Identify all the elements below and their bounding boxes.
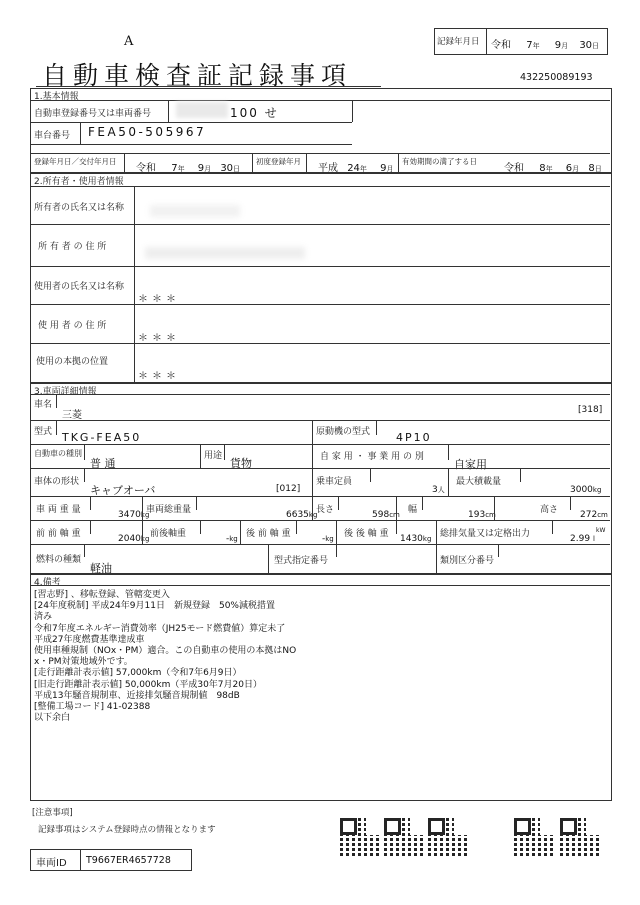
maker-value: 三菱 (62, 410, 82, 421)
vehicle-id-label: 車両ID (36, 858, 67, 869)
class-number-label: 類別区分番号 (440, 556, 495, 566)
remark-line: [24年度税制] 平成24年9月11日 新規登録 50%減税措置 (34, 601, 275, 612)
remark-line: 平成13年騒音規制車、近接排気騒音規制値 98dB (34, 690, 240, 701)
qr-code-icon (560, 818, 600, 858)
displacement-value: 2.99 l (570, 534, 595, 544)
redaction (176, 102, 228, 118)
section-3-heading: 3.車両詳細情報 (34, 387, 97, 397)
private-business-label: 自 家 用 ・ 事 業 用 の 別 (320, 452, 424, 462)
remark-line: [整備工場コード] 41-02388 (34, 701, 151, 712)
maker-label: 車名 (34, 400, 53, 410)
height-value: 272cm (580, 510, 608, 520)
fuel-type-label: 燃料の種類 (36, 555, 82, 565)
remark-line: 以下余白 (34, 713, 71, 724)
body-shape-value: キャブオーバ (90, 484, 156, 497)
redaction (145, 247, 305, 259)
use-value: 貨物 (230, 457, 252, 470)
rear-front-axle-value: -kg (322, 534, 334, 544)
owner-address-label: 所 有 者 の 住 所 (38, 242, 107, 252)
document-number: 432250089193 (520, 72, 593, 83)
page-title: 自動車検査証記録事項 (42, 61, 353, 90)
record-date-label: 記録年月日 (437, 37, 480, 47)
user-name-value: ＊＊＊ (138, 294, 180, 305)
maker-code: [318] (578, 405, 603, 415)
chassis-no-label: 車台番号 (34, 131, 71, 141)
notes-text: 記録事項はシステム登録時点の情報となります (38, 825, 216, 835)
user-name-label: 使用者の氏名又は名称 (34, 282, 125, 292)
displacement-label: 総排気量又は定格出力 (440, 529, 531, 539)
front-front-axle-value: 2040kg (118, 534, 150, 544)
kind-value: 普 通 (90, 457, 116, 470)
length-value: 598cm (372, 510, 400, 520)
fuel-type-value: 軽油 (90, 562, 112, 575)
remark-line: [走行距離計表示値] 57,000km（令和7年6月9日） (34, 668, 242, 679)
qr-code-icon (514, 818, 554, 858)
issue-date-value: 令和 7年 9月 30日 (136, 163, 241, 174)
use-label: 用途 (204, 451, 223, 461)
max-load-label: 最大積載量 (456, 477, 502, 487)
user-address-label: 使 用 者 の 住 所 (38, 321, 107, 331)
front-front-axle-label: 前 前 軸 重 (36, 529, 81, 539)
gross-weight-value: 6635kg (286, 510, 318, 520)
remark-line: 平成27年度燃費基準達成車 (34, 634, 145, 645)
gross-weight-label: 車両総重量 (146, 505, 192, 515)
corner-mark: A (124, 34, 134, 49)
private-business-value: 自家用 (454, 458, 487, 471)
width-label: 幅 (408, 505, 418, 515)
body-shape-code: [012] (276, 484, 301, 494)
rear-rear-axle-label: 後 後 軸 重 (344, 529, 389, 539)
rear-rear-axle-value: 1430kg (400, 534, 432, 544)
remarks-text (34, 590, 296, 724)
redaction (150, 205, 240, 217)
vehicle-weight-value: 3470kg (118, 510, 150, 520)
max-load-value: 3000kg (570, 485, 602, 495)
expiry-date-label: 有効期間の満了する日 (402, 157, 477, 166)
remark-line: [習志野] 、移転登録、管轄変更入 (34, 590, 170, 600)
record-date-value: 令和 7年 9月 30日 (491, 40, 600, 51)
base-location-label: 使用の本拠の位置 (36, 357, 109, 367)
issue-date-label: 登録年月日／交付年月日 (34, 157, 117, 166)
section-2-heading: 2.所有者・使用者情報 (34, 177, 124, 187)
vehicle-weight-label: 車 両 重 量 (36, 505, 81, 515)
capacity-label: 乗車定員 (316, 477, 353, 487)
chassis-no-value: FEA50-505967 (88, 125, 207, 139)
qr-code-icon (384, 818, 424, 858)
remark-line: 令和7年度エネルギー消費効率（JH25モード燃費値）算定未了 (34, 623, 286, 634)
remark-line: x・PM対策地域外です。 (34, 657, 133, 668)
remark-line: 使用車種規制（NOx・PM）適合。この自動車の使用の本拠はNO (34, 645, 297, 656)
displacement-unit-kw: kW (596, 527, 606, 534)
qr-code-icon (428, 818, 468, 858)
model-value: TKG-FEA50 (62, 431, 142, 444)
engine-label: 原動機の型式 (316, 427, 371, 437)
body-shape-label: 車体の形状 (34, 477, 80, 487)
length-label: 長さ (316, 505, 335, 515)
height-label: 高さ (540, 505, 559, 515)
section-1-heading: 1.基本情報 (34, 92, 79, 102)
width-value: 193cm (468, 510, 496, 520)
model-label: 型式 (34, 427, 53, 437)
base-location-value: ＊＊＊ (138, 371, 180, 382)
section-4-heading: 4.備考 (34, 578, 61, 588)
remark-line: [旧走行距離計表示値] 50,000km（平成30年7月20日） (34, 679, 262, 690)
user-address-value: ＊＊＊ (138, 333, 180, 344)
kind-label: 自動車の種別 (34, 449, 82, 458)
rear-front-axle-label: 後 前 軸 重 (246, 529, 291, 539)
first-reg-label: 初度登録年月 (256, 157, 301, 166)
capacity-value: 3人 (432, 485, 445, 495)
notes-heading: [注意事項] (32, 808, 73, 818)
front-rear-axle-value: -kg (226, 534, 238, 544)
vehicle-id-value: T9667ER4657728 (86, 855, 171, 866)
type-designation-label: 型式指定番号 (274, 556, 329, 566)
remark-line: 済み (34, 612, 53, 623)
expiry-date-value: 令和 8年 6月 8日 (504, 163, 602, 174)
engine-value: 4P10 (396, 431, 432, 444)
reg-no-value: 100 せ (230, 106, 279, 120)
owner-name-label: 所有者の氏名又は名称 (34, 203, 125, 213)
reg-no-label: 自動車登録番号又は車両番号 (34, 109, 152, 119)
first-reg-value: 平成 24年 9月 (318, 163, 394, 174)
front-rear-axle-label: 前後軸重 (150, 529, 187, 539)
qr-code-icon (340, 818, 380, 858)
